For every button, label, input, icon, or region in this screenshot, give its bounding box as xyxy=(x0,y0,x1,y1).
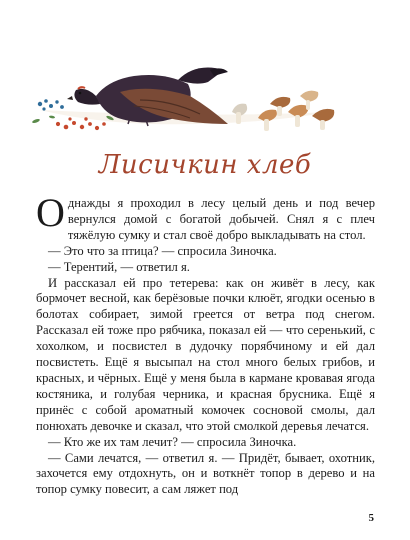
drop-cap: О xyxy=(36,190,65,235)
paragraph-first-text: днажды я проходил в лесу целый день и под вечер вернулся домой с богатой добычей. Снял я с плеч тяжёлую сумку и стал своё добро выкладывать на стол. xyxy=(67,196,375,242)
story-title: Лисичкин хлеб xyxy=(98,150,312,180)
paragraph: И рассказал ей про тетерева: как он живёт в лесу, как бормочет весной, как берёзовые почки клюёт, ягодки осенью в болотах собирает, зимой греется от ветра под снегом. Рассказал ей тоже про рябчика, показал ей — что серенький, с хохолком, и посвистел в дудочку порябчиному и ей дал посвистеть. Ещё я высыпал на стол много белых грибов, и красных, и чёрных. Ещё у меня была в кармане кровавая ягода костяника, и голубая черника, и красная брусника. Ещё я принёс с собой ароматный комочек сосновой смолы, дал понюхать девочке и сказал, что этой смолкой деревья лечатся. xyxy=(36,275,375,433)
blueberries-icon xyxy=(38,99,64,110)
mushrooms-icon xyxy=(232,91,334,131)
page-number: 5 xyxy=(368,512,374,524)
paragraph: — Терентий, — ответил я. xyxy=(48,259,190,274)
paragraph: — Кто же их там лечит? — спросила Зиночка. xyxy=(48,434,297,449)
paragraph: — Это что за птица? — спросила Зиночка. xyxy=(48,243,277,258)
paragraph-first xyxy=(36,190,375,244)
story-text xyxy=(36,190,375,498)
paragraph: — Сами лечатся, — ответил я. — Придёт, бывает, охотник, захочется ему отдохнуть, он и воткнёт топор в дерево и на топор сумку повесит, а сам ляжет под xyxy=(36,450,375,497)
illustration-grouse-mushrooms-berries xyxy=(0,0,410,150)
